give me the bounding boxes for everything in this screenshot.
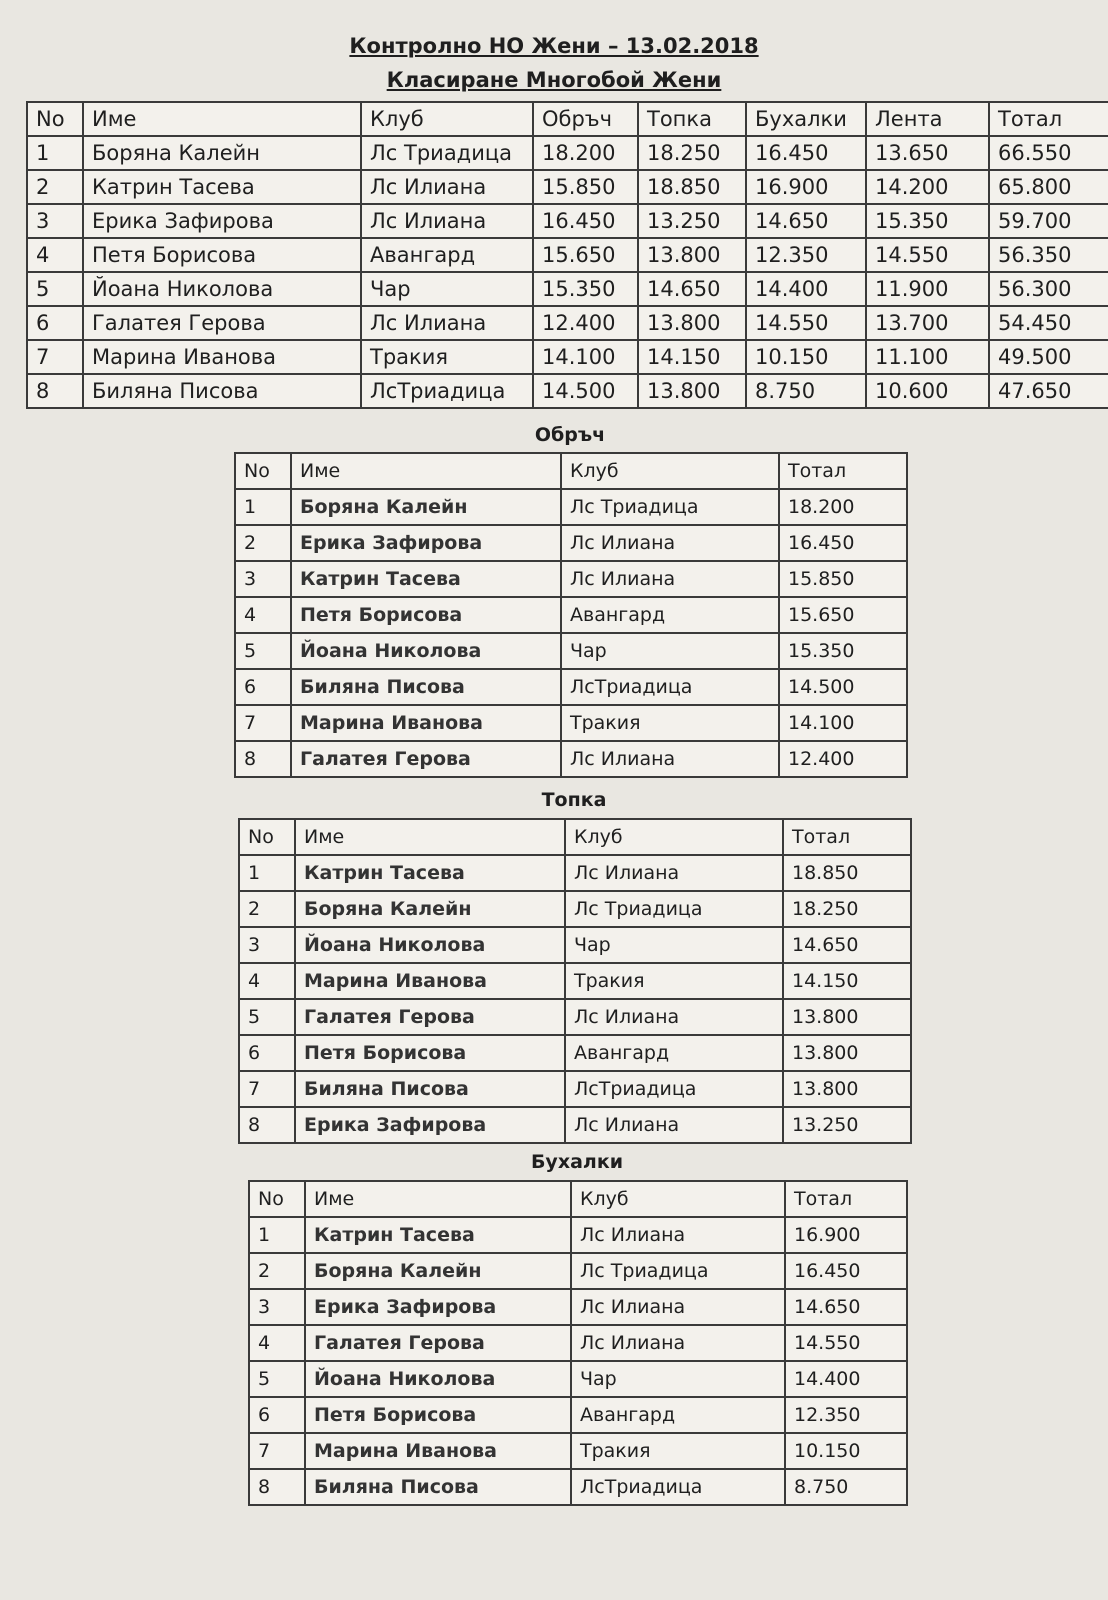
table-row xyxy=(235,489,907,525)
column-header: Бухалки xyxy=(746,102,866,136)
cell-score: 14.200 xyxy=(866,170,989,204)
cell-score: 11.100 xyxy=(866,340,989,374)
cell-name: Ерика Зафирова xyxy=(291,525,561,561)
table-row xyxy=(239,1071,911,1107)
column-header: Име xyxy=(295,819,565,855)
cell-score: 13.800 xyxy=(783,1071,911,1107)
cell-club: Лс Илиана xyxy=(561,741,779,777)
table-row xyxy=(235,741,907,777)
cell-score: 13.800 xyxy=(638,374,746,408)
cell-rank: 7 xyxy=(235,705,291,741)
cell-club: Лс Илиана xyxy=(565,999,783,1035)
cell-club: ЛсТриадица xyxy=(361,374,533,408)
table-row xyxy=(27,306,1108,340)
table-row xyxy=(249,1253,907,1289)
cell-score: 14.100 xyxy=(533,340,638,374)
cell-score: 56.300 xyxy=(989,272,1108,306)
cell-name: Петя Борисова xyxy=(305,1397,571,1433)
table-row xyxy=(239,1035,911,1071)
cell-score: 13.700 xyxy=(866,306,989,340)
cell-score: 14.400 xyxy=(785,1361,907,1397)
cell-rank: 5 xyxy=(239,999,295,1035)
cell-name: Ерика Зафирова xyxy=(83,204,361,238)
cell-rank: 8 xyxy=(235,741,291,777)
column-header: Тотал xyxy=(783,819,911,855)
cell-name: Петя Борисова xyxy=(291,597,561,633)
column-header: Обръч xyxy=(533,102,638,136)
column-header: No xyxy=(239,819,295,855)
table-row xyxy=(249,1361,907,1397)
cell-club: Тракия xyxy=(361,340,533,374)
cell-name: Галатея Герова xyxy=(305,1325,571,1361)
cell-club: Тракия xyxy=(561,705,779,741)
cell-name: Марина Иванова xyxy=(305,1433,571,1469)
cell-rank: 4 xyxy=(239,963,295,999)
cell-score: 15.850 xyxy=(779,561,907,597)
cell-name: Боряна Калейн xyxy=(83,136,361,170)
cell-name: Марина Иванова xyxy=(295,963,565,999)
table-row xyxy=(235,669,907,705)
cell-name: Катрин Тасева xyxy=(295,855,565,891)
table-row xyxy=(27,204,1108,238)
cell-club: Лс Илиана xyxy=(361,170,533,204)
table-row xyxy=(27,170,1108,204)
cell-name: Йоана Николова xyxy=(291,633,561,669)
header-row xyxy=(249,1181,907,1217)
cell-name: Марина Иванова xyxy=(83,340,361,374)
cell-name: Катрин Тасева xyxy=(305,1217,571,1253)
column-header: No xyxy=(235,453,291,489)
cell-score: 10.150 xyxy=(746,340,866,374)
table-row xyxy=(249,1469,907,1505)
cell-score: 10.600 xyxy=(866,374,989,408)
column-header: Клуб xyxy=(565,819,783,855)
column-header: Име xyxy=(305,1181,571,1217)
page-subtitle: Класиране Многобой Жени xyxy=(386,68,722,92)
cell-score: 13.800 xyxy=(638,306,746,340)
cell-rank: 6 xyxy=(249,1397,305,1433)
table-row xyxy=(239,927,911,963)
cell-score: 13.250 xyxy=(783,1107,911,1143)
cell-name: Биляна Писова xyxy=(305,1469,571,1505)
table-row xyxy=(27,136,1108,170)
cell-name: Петя Борисова xyxy=(295,1035,565,1071)
cell-score: 13.250 xyxy=(638,204,746,238)
cell-score: 16.450 xyxy=(785,1253,907,1289)
table-row xyxy=(235,597,907,633)
cell-score: 18.250 xyxy=(783,891,911,927)
table-row xyxy=(249,1397,907,1433)
column-header: No xyxy=(249,1181,305,1217)
cell-score: 15.350 xyxy=(533,272,638,306)
cell-name: Биляна Писова xyxy=(83,374,361,408)
cell-score: 14.550 xyxy=(866,238,989,272)
cell-club: Лс Триадица xyxy=(565,891,783,927)
cell-rank: 4 xyxy=(27,238,83,272)
table-row xyxy=(27,340,1108,374)
cell-score: 11.900 xyxy=(866,272,989,306)
cell-rank: 8 xyxy=(27,374,83,408)
cell-rank: 8 xyxy=(239,1107,295,1143)
table-row xyxy=(249,1289,907,1325)
cell-club: ЛсТриадица xyxy=(565,1071,783,1107)
cell-score: 14.500 xyxy=(533,374,638,408)
cell-score: 12.350 xyxy=(785,1397,907,1433)
cell-score: 16.900 xyxy=(746,170,866,204)
cell-club: Лс Илиана xyxy=(571,1217,785,1253)
cell-score: 15.650 xyxy=(533,238,638,272)
cell-rank: 5 xyxy=(249,1361,305,1397)
column-header: Клуб xyxy=(571,1181,785,1217)
cell-score: 18.250 xyxy=(638,136,746,170)
cell-club: Лс Илиана xyxy=(565,1107,783,1143)
cell-score: 16.900 xyxy=(785,1217,907,1253)
clubs-table xyxy=(248,1180,908,1506)
cell-club: Чар xyxy=(565,927,783,963)
column-header: No xyxy=(27,102,83,136)
cell-score: 15.350 xyxy=(866,204,989,238)
cell-club: Лс Илиана xyxy=(561,561,779,597)
table-row xyxy=(235,561,907,597)
table-row xyxy=(27,374,1108,408)
cell-score: 14.650 xyxy=(785,1289,907,1325)
cell-rank: 5 xyxy=(27,272,83,306)
column-header: Топка xyxy=(638,102,746,136)
cell-club: Лс Илиана xyxy=(565,855,783,891)
cell-name: Катрин Тасева xyxy=(291,561,561,597)
cell-club: Лс Триадица xyxy=(571,1253,785,1289)
column-header: Клуб xyxy=(361,102,533,136)
cell-score: 16.450 xyxy=(533,204,638,238)
cell-score: 15.650 xyxy=(779,597,907,633)
cell-club: Тракия xyxy=(565,963,783,999)
cell-rank: 6 xyxy=(235,669,291,705)
cell-name: Ерика Зафирова xyxy=(295,1107,565,1143)
column-header: Тотал xyxy=(779,453,907,489)
cell-score: 14.550 xyxy=(746,306,866,340)
cell-name: Галатея Герова xyxy=(83,306,361,340)
column-header: Лента xyxy=(866,102,989,136)
cell-rank: 4 xyxy=(235,597,291,633)
table-row xyxy=(249,1433,907,1469)
cell-score: 13.800 xyxy=(783,1035,911,1071)
cell-rank: 6 xyxy=(27,306,83,340)
cell-name: Ерика Зафирова xyxy=(305,1289,571,1325)
cell-score: 13.800 xyxy=(783,999,911,1035)
cell-name: Боряна Калейн xyxy=(291,489,561,525)
cell-score: 14.650 xyxy=(783,927,911,963)
table-row xyxy=(239,855,911,891)
cell-score: 16.450 xyxy=(746,136,866,170)
cell-name: Йоана Николова xyxy=(305,1361,571,1397)
cell-score: 18.200 xyxy=(779,489,907,525)
table-row xyxy=(27,272,1108,306)
cell-name: Боряна Калейн xyxy=(305,1253,571,1289)
cell-rank: 4 xyxy=(249,1325,305,1361)
column-header: Име xyxy=(291,453,561,489)
cell-score: 8.750 xyxy=(746,374,866,408)
cell-club: Чар xyxy=(571,1361,785,1397)
cell-score: 14.150 xyxy=(783,963,911,999)
cell-rank: 2 xyxy=(249,1253,305,1289)
cell-club: Чар xyxy=(361,272,533,306)
cell-score: 18.850 xyxy=(638,170,746,204)
hoop-table xyxy=(234,452,908,778)
cell-score: 15.850 xyxy=(533,170,638,204)
table-row xyxy=(239,1107,911,1143)
cell-name: Галатея Герова xyxy=(295,999,565,1035)
header-row xyxy=(235,453,907,489)
table-row xyxy=(249,1325,907,1361)
cell-rank: 6 xyxy=(239,1035,295,1071)
cell-rank: 2 xyxy=(235,525,291,561)
cell-club: Лс Илиана xyxy=(361,204,533,238)
cell-club: Чар xyxy=(561,633,779,669)
cell-name: Катрин Тасева xyxy=(83,170,361,204)
table-row xyxy=(239,963,911,999)
cell-score: 14.100 xyxy=(779,705,907,741)
cell-score: 14.650 xyxy=(638,272,746,306)
table-row xyxy=(235,525,907,561)
column-header: Име xyxy=(83,102,361,136)
cell-score: 12.350 xyxy=(746,238,866,272)
table-row xyxy=(239,891,911,927)
cell-score: 13.800 xyxy=(638,238,746,272)
header-row xyxy=(27,102,1108,136)
allaround-table xyxy=(26,101,1108,409)
cell-score: 18.850 xyxy=(783,855,911,891)
table-row xyxy=(239,999,911,1035)
cell-score: 14.500 xyxy=(779,669,907,705)
cell-rank: 3 xyxy=(249,1289,305,1325)
cell-rank: 1 xyxy=(27,136,83,170)
cell-rank: 5 xyxy=(235,633,291,669)
clubs-caption: Бухалки xyxy=(530,1151,624,1173)
ball-table xyxy=(238,818,912,1144)
cell-score: 54.450 xyxy=(989,306,1108,340)
header-row xyxy=(239,819,911,855)
cell-rank: 7 xyxy=(239,1071,295,1107)
column-header: Тотал xyxy=(785,1181,907,1217)
cell-name: Биляна Писова xyxy=(295,1071,565,1107)
cell-score: 47.650 xyxy=(989,374,1108,408)
cell-rank: 7 xyxy=(249,1433,305,1469)
cell-rank: 3 xyxy=(239,927,295,963)
table-row xyxy=(235,633,907,669)
column-header: Клуб xyxy=(561,453,779,489)
cell-score: 49.500 xyxy=(989,340,1108,374)
cell-rank: 1 xyxy=(239,855,295,891)
cell-score: 12.400 xyxy=(779,741,907,777)
cell-rank: 1 xyxy=(235,489,291,525)
cell-score: 66.550 xyxy=(989,136,1108,170)
cell-club: Лс Триадица xyxy=(361,136,533,170)
cell-score: 8.750 xyxy=(785,1469,907,1505)
cell-club: Лс Илиана xyxy=(561,525,779,561)
cell-name: Марина Иванова xyxy=(291,705,561,741)
cell-club: Авангард xyxy=(571,1397,785,1433)
cell-rank: 3 xyxy=(27,204,83,238)
cell-score: 14.550 xyxy=(785,1325,907,1361)
cell-score: 15.350 xyxy=(779,633,907,669)
cell-club: Лс Илиана xyxy=(361,306,533,340)
cell-name: Йоана Николова xyxy=(83,272,361,306)
cell-rank: 8 xyxy=(249,1469,305,1505)
cell-rank: 1 xyxy=(249,1217,305,1253)
cell-score: 13.650 xyxy=(866,136,989,170)
cell-club: Лс Триадица xyxy=(561,489,779,525)
cell-score: 10.150 xyxy=(785,1433,907,1469)
cell-score: 18.200 xyxy=(533,136,638,170)
cell-score: 65.800 xyxy=(989,170,1108,204)
cell-club: Авангард xyxy=(561,597,779,633)
cell-club: Лс Илиана xyxy=(571,1289,785,1325)
cell-score: 59.700 xyxy=(989,204,1108,238)
cell-rank: 2 xyxy=(239,891,295,927)
table-row xyxy=(249,1217,907,1253)
cell-name: Биляна Писова xyxy=(291,669,561,705)
page-title: Контролно НО Жени – 13.02.2018 xyxy=(349,34,759,58)
cell-club: ЛсТриадица xyxy=(561,669,779,705)
cell-name: Петя Борисова xyxy=(83,238,361,272)
cell-club: Лс Илиана xyxy=(571,1325,785,1361)
cell-score: 56.350 xyxy=(989,238,1108,272)
cell-score: 12.400 xyxy=(533,306,638,340)
table-row xyxy=(235,705,907,741)
cell-club: Авангард xyxy=(361,238,533,272)
cell-club: Авангард xyxy=(565,1035,783,1071)
cell-rank: 7 xyxy=(27,340,83,374)
cell-name: Боряна Калейн xyxy=(295,891,565,927)
column-header: Тотал xyxy=(989,102,1108,136)
cell-score: 14.650 xyxy=(746,204,866,238)
cell-name: Галатея Герова xyxy=(291,741,561,777)
cell-rank: 3 xyxy=(235,561,291,597)
table-row xyxy=(27,238,1108,272)
cell-score: 16.450 xyxy=(779,525,907,561)
cell-club: ЛсТриадица xyxy=(571,1469,785,1505)
ball-caption: Топка xyxy=(541,789,607,811)
cell-rank: 2 xyxy=(27,170,83,204)
cell-name: Йоана Николова xyxy=(295,927,565,963)
cell-score: 14.150 xyxy=(638,340,746,374)
cell-club: Тракия xyxy=(571,1433,785,1469)
hoop-caption: Обръч xyxy=(534,424,606,446)
cell-score: 14.400 xyxy=(746,272,866,306)
